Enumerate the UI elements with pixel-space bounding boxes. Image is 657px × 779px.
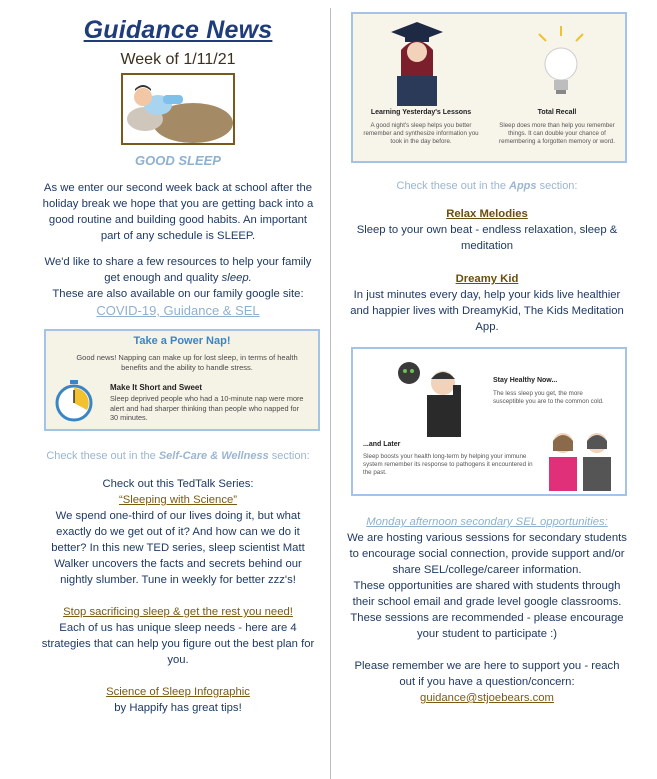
infographic-link[interactable]: Science of Sleep Infographic: [106, 686, 250, 698]
share-text: We'd like to share a few resources to help your family get enough and quality: [44, 256, 312, 284]
apps-prefix: Check these out in the: [396, 180, 510, 192]
page-title: Guidance News: [83, 16, 273, 44]
nap-body: Sleep deprived people who had a 10-minute nap were more alert and had sharper thinking than people who napped for 30 minutes.: [110, 394, 304, 422]
tedtalk-description: We spend one-third of our lives doing it, but what exactly do we get out of it? And how can we do it better? In this new TED series, sleep scientist Matt Walker uncovers the facts and secrets behind our nightly slumber. Tune in weekly for better zzz's!: [51, 510, 305, 586]
intro-paragraph: As we enter our second week back at school after the holiday break we hope that you are getting back into a good routine and building good habits. An important part of any schedule is SLEEP.: [42, 182, 314, 242]
sel-heading: Monday afternoon secondary SEL opportunities:: [366, 516, 608, 528]
stay-healthy-heading: Stay Healthy Now...: [493, 377, 558, 384]
column-divider: [330, 8, 331, 779]
section-subtitle: GOOD SLEEP: [135, 153, 221, 168]
and-later-heading: ...and Later: [363, 441, 401, 448]
apps-section-label: [347, 178, 627, 194]
sel-paragraph-1: We are hosting various sessions for secondary students to encourage social connection, provide support and/or share SEL/college/career information.: [347, 532, 627, 576]
dreamy-kid-description: In just minutes every day, help your kids live healthier and happier lives with DreamyKid, The Kids Meditation App.: [350, 289, 624, 333]
and-later-text: Sleep boosts your health long-term by helping your immune system remember its response to pathogens it encountered in the past.: [363, 453, 533, 476]
tedtalk-intro: Check out this TedTalk Series:: [102, 478, 254, 490]
power-nap-infographic: [44, 329, 320, 431]
sleep-article-description: Each of us has unique sleep needs - here are 4 strategies that can help you figure out the best plan for you.: [41, 622, 315, 666]
right-text: Sleep does more than help you remember things. It can double your chance of remembering a forgotten memory or word.: [499, 122, 615, 145]
selfcare-section-label: [40, 448, 316, 464]
healthy-people-illustration: [541, 429, 621, 491]
closing-text: Please remember we are here to support you - reach out if you have a question/concern:: [354, 660, 620, 688]
infographic-description: by Happify has great tips!: [114, 702, 242, 714]
relax-melodies-description: Sleep to your own beat - endless relaxation, sleep & meditation: [356, 224, 618, 252]
section-suffix: section:: [268, 450, 310, 462]
left-text: A good night's sleep helps you better remember and synthesize information you took in the day before.: [363, 122, 479, 145]
stay-healthy-text: The less sleep you get, the more susceptible you are to the common cold.: [493, 390, 604, 405]
nap-title: Take a Power Nap!: [133, 335, 231, 347]
stopwatch-icon: [52, 379, 96, 423]
relax-melodies-link[interactable]: Relax Melodies: [446, 208, 528, 220]
selfcare-section-name: Self-Care & Wellness: [158, 450, 269, 462]
apps-suffix: section:: [536, 180, 578, 192]
graduate-illustration: [387, 20, 447, 106]
left-caption: Learning Yesterday's Lessons: [370, 109, 472, 116]
immune-infographic: [351, 347, 627, 496]
section-prefix: Check these out in the: [46, 450, 159, 462]
nap-top-text: Good news! Napping can make up for lost sleep, in terms of health benefits and the ability to handle stress.: [76, 353, 298, 372]
lightbulb-icon: [531, 24, 591, 104]
sel-paragraph-3: These sessions are recommended - please encourage your student to participate :): [350, 612, 624, 640]
tedtalk-link[interactable]: “Sleeping with Science”: [118, 494, 238, 506]
nap-heading: Make It Short and Sweet: [110, 383, 203, 392]
apps-block: [347, 178, 627, 335]
sick-person-illustration: [383, 355, 483, 437]
share-paragraph: [40, 254, 316, 286]
sleeping-person-image: [121, 73, 235, 145]
week-label: Week of 1/11/21: [120, 51, 236, 68]
right-caption: Total Recall: [537, 109, 577, 116]
site-text: These are also available on our family google site:: [52, 288, 304, 300]
sleep-word: sleep.: [221, 272, 252, 284]
sel-paragraph-2: These opportunities are shared with students through their school email and grade level google classrooms.: [352, 580, 622, 608]
family-site-link[interactable]: COVID-19, Guidance & SEL: [96, 303, 260, 318]
apps-section-name: Apps: [509, 180, 537, 192]
site-link-wrap: [40, 302, 316, 320]
dreamy-kid-link[interactable]: Dreamy Kid: [455, 273, 519, 285]
guidance-email-link[interactable]: guidance@stjoebears.com: [420, 692, 554, 704]
sel-block: [347, 514, 627, 706]
memory-infographic: [351, 12, 627, 163]
sleep-article-link[interactable]: Stop sacrificing sleep & get the rest you need!: [63, 606, 293, 618]
